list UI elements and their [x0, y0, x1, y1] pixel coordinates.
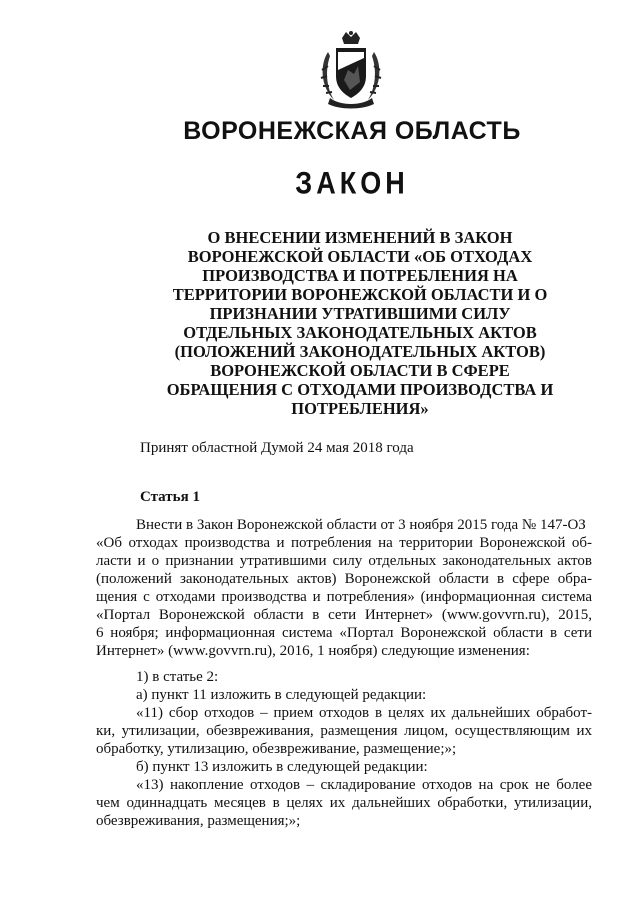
title-line: ПОТРЕБЛЕНИЯ» [291, 399, 429, 418]
body-line: ласти и о признании утратившими силу отдельных законодательных актов [96, 553, 592, 569]
title-line: ВОРОНЕЖСКОЙ ОБЛАСТИ «ОБ ОТХОДАХ [187, 247, 533, 266]
body-line: 6 ноября; информационная система «Портал Воронежской области в сети [96, 625, 592, 641]
article-heading: Статья 1 [140, 489, 200, 505]
body-line: обработку, утилизацию, обезвреживание, размещение;»; [96, 741, 457, 757]
body-line: щения с отходами производства и потребления» (информационная система [96, 589, 592, 605]
body-line: Интернет» (www.govvrn.ru), 2016, 1 ноября) следующие изменения: [96, 643, 530, 659]
document-type: ЗАКОН [295, 165, 409, 201]
body-line: Внести в Закон Воронежской области от 3 ноября 2015 года № 147-ОЗ [136, 517, 586, 533]
body-line: 1) в статье 2: [136, 669, 219, 685]
title-line: ОТДЕЛЬНЫХ ЗАКОНОДАТЕЛЬНЫХ АКТОВ [183, 323, 537, 342]
title-line: ВОРОНЕЖСКОЙ ОБЛАСТИ В СФЕРЕ [210, 361, 510, 380]
body-line: «Об отходах производства и потребления на территории Воронежской об- [96, 535, 592, 551]
law-title [150, 228, 570, 418]
coat-of-arms-emblem [314, 30, 388, 110]
body-line: «13) накопление отходов – складирование отходов на срок не более [136, 777, 592, 793]
body-line: а) пункт 11 изложить в следующей редакции: [136, 687, 427, 703]
title-line: О ВНЕСЕНИИ ИЗМЕНЕНИЙ В ЗАКОН [207, 228, 513, 247]
body-line: б) пункт 13 изложить в следующей редакции: [136, 759, 428, 775]
title-line: ПРОИЗВОДСТВА И ПОТРЕБЛЕНИЯ НА [202, 266, 518, 285]
body-line: ки, утилизации, обезвреживания, размещения лицом, осуществляющим их [96, 723, 592, 739]
body-line: «11) сбор отходов – прием отходов в целях их дальнейших обработ- [136, 705, 592, 721]
body-line: обезвреживания, размещения;»; [96, 813, 301, 829]
title-line: (ПОЛОЖЕНИЙ ЗАКОНОДАТЕЛЬНЫХ АКТОВ) [174, 342, 546, 361]
title-line: ТЕРРИТОРИИ ВОРОНЕЖСКОЙ ОБЛАСТИ И О [172, 285, 548, 304]
body-line: (положений законодательных актов) Воронежской области в сфере обра- [96, 571, 592, 587]
region-name: ВОРОНЕЖСКАЯ ОБЛАСТЬ [183, 117, 521, 145]
title-line: ОБРАЩЕНИЯ С ОТХОДАМИ ПРОИЗВОДСТВА И [166, 380, 554, 399]
body-line: чем одиннадцать месяцев в целях их дальнейших обработки, утилизации, [96, 795, 592, 811]
adoption-date: Принят областной Думой 24 мая 2018 года [140, 440, 414, 456]
title-line: ПРИЗНАНИИ УТРАТИВШИМИ СИЛУ [209, 304, 511, 323]
body-line: «Портал Воронежской области в сети Интернет» (www.govvrn.ru), 2015, [96, 607, 592, 623]
